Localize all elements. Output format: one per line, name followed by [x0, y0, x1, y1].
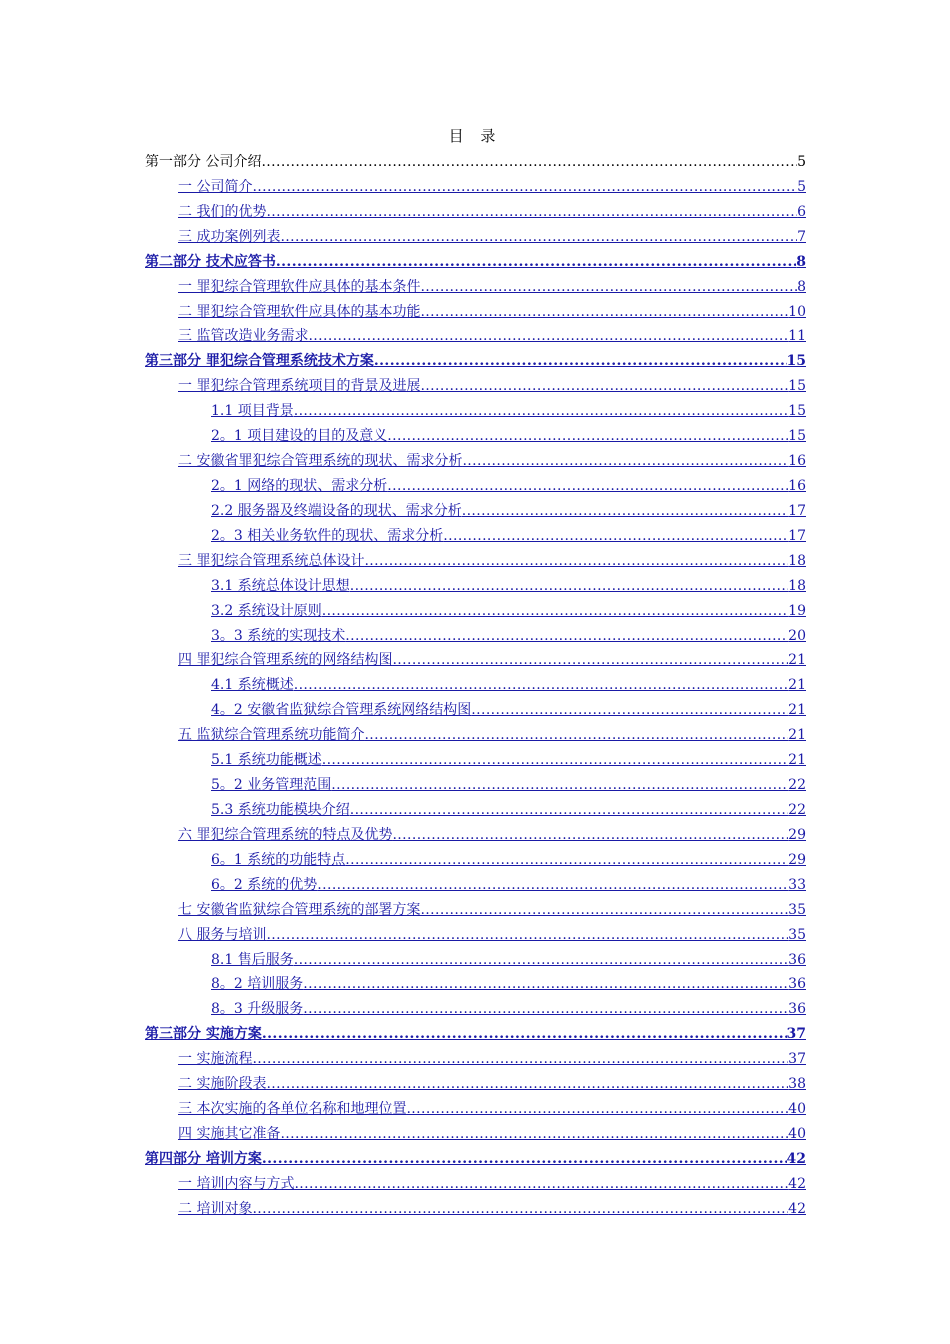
table-of-contents [145, 150, 806, 1222]
toc-entry-title: 2.2 服务器及终端设备的现状、需求分析 [211, 502, 462, 519]
toc-dot-leader [276, 250, 796, 275]
toc-entry[interactable] [145, 698, 806, 723]
toc-entry-page-number: 10 [788, 303, 806, 320]
toc-entry[interactable] [145, 1072, 806, 1097]
toc-entry[interactable] [145, 997, 806, 1022]
toc-dot-leader [345, 848, 788, 873]
toc-entry[interactable] [145, 723, 806, 748]
toc-entry-title: 第四部分 培训方案 [145, 1150, 262, 1167]
toc-entry[interactable] [145, 599, 806, 624]
toc-dot-leader [317, 873, 788, 898]
toc-dot-leader [262, 1147, 787, 1172]
toc-entry-title: 二 培训对象 [178, 1200, 253, 1217]
toc-entry-page-number: 15 [786, 353, 806, 370]
toc-entry-title: 6。2 系统的优势 [211, 876, 318, 893]
toc-entry-page-number: 42 [786, 1150, 806, 1167]
toc-dot-leader [294, 948, 788, 973]
toc-entry-page-number: 21 [788, 752, 806, 769]
toc-entry-title: 一 罪犯综合管理软件应具体的基本条件 [178, 278, 421, 295]
toc-entry-title: 六 罪犯综合管理系统的特点及优势 [178, 826, 393, 843]
toc-entry-title: 3.2 系统设计原则 [211, 602, 322, 619]
toc-dot-leader [280, 1122, 788, 1147]
toc-entry-page-number: 17 [788, 527, 806, 544]
toc-entry-title: 一 公司简介 [178, 178, 253, 195]
toc-entry-title: 一 培训内容与方式 [178, 1175, 295, 1192]
toc-entry[interactable] [145, 948, 806, 973]
toc-entry-title: 4.1 系统概述 [211, 677, 294, 694]
toc-dot-leader [420, 898, 788, 923]
toc-dot-leader [261, 150, 797, 175]
toc-entry[interactable] [145, 748, 806, 773]
toc-entry-title: 8。3 升级服务 [211, 1001, 304, 1018]
toc-entry-page-number: 38 [788, 1076, 806, 1093]
toc-entry[interactable] [145, 1122, 806, 1147]
toc-entry-page-number: 19 [788, 602, 806, 619]
toc-entry-page-number: 16 [788, 453, 806, 470]
toc-entry-title: 1.1 项目背景 [211, 403, 294, 420]
toc-dot-leader [252, 1047, 788, 1072]
toc-entry-page-number: 5 [797, 154, 806, 170]
toc-entry[interactable] [145, 873, 806, 898]
toc-entry-page-number: 40 [788, 1101, 806, 1118]
toc-entry-title: 三 罪犯综合管理系统总体设计 [178, 552, 365, 569]
toc-entry-title: 3.1 系统总体设计思想 [211, 577, 350, 594]
toc-entry[interactable] [145, 250, 806, 275]
toc-dot-leader [350, 798, 788, 823]
toc-entry[interactable] [145, 1047, 806, 1072]
toc-entry-page-number: 17 [788, 502, 806, 519]
toc-dot-leader [420, 300, 788, 325]
toc-entry-page-number: 8 [797, 278, 806, 295]
toc-dot-leader [266, 200, 797, 225]
toc-dot-leader [350, 574, 788, 599]
toc-entry[interactable] [145, 324, 806, 349]
toc-dot-leader [462, 449, 788, 474]
toc-entry-page-number: 5 [797, 178, 806, 195]
toc-dot-leader [252, 1197, 788, 1222]
toc-entry-page-number: 21 [788, 677, 806, 694]
toc-entry[interactable] [145, 499, 806, 524]
toc-entry-title: 三 本次实施的各单位名称和地理位置 [178, 1101, 407, 1118]
toc-entry[interactable] [145, 374, 806, 399]
toc-entry[interactable] [145, 574, 806, 599]
toc-dot-leader [406, 1097, 788, 1122]
toc-entry[interactable] [145, 200, 806, 225]
toc-entry-title: 二 实施阶段表 [178, 1076, 267, 1093]
toc-dot-leader [364, 723, 788, 748]
toc-entry[interactable] [145, 399, 806, 424]
toc-entry[interactable] [145, 275, 806, 300]
toc-entry-page-number: 40 [788, 1125, 806, 1142]
toc-entry-title: 二 罪犯综合管理软件应具体的基本功能 [178, 303, 421, 320]
toc-entry[interactable] [145, 424, 806, 449]
toc-entry[interactable] [145, 449, 806, 474]
toc-entry-title: 一 罪犯综合管理系统项目的背景及进展 [178, 378, 421, 395]
toc-entry-page-number: 15 [788, 403, 806, 420]
toc-entry[interactable] [145, 1172, 806, 1197]
toc-dot-leader [322, 748, 788, 773]
toc-dot-leader [420, 374, 788, 399]
toc-entry-page-number: 22 [788, 801, 806, 818]
toc-dot-leader [392, 648, 788, 673]
toc-dot-leader [266, 923, 788, 948]
toc-entry-page-number: 18 [788, 552, 806, 569]
toc-dot-leader [303, 972, 788, 997]
toc-entry-page-number: 15 [788, 428, 806, 445]
toc-entry-page-number: 37 [788, 1051, 806, 1068]
toc-entry-page-number: 7 [797, 228, 806, 245]
toc-dot-leader [374, 349, 787, 374]
toc-entry-page-number: 15 [788, 378, 806, 395]
toc-entry[interactable] [145, 524, 806, 549]
toc-entry-title: 一 实施流程 [178, 1051, 253, 1068]
toc-entry-page-number: 36 [788, 1001, 806, 1018]
toc-entry[interactable] [145, 349, 806, 374]
toc-entry-title: 四 实施其它准备 [178, 1125, 281, 1142]
toc-dot-leader [303, 997, 788, 1022]
toc-entry[interactable] [145, 648, 806, 673]
toc-entry-title: 2。1 项目建设的目的及意义 [211, 428, 388, 445]
toc-entry-page-number: 35 [788, 926, 806, 943]
toc-entry[interactable] [145, 898, 806, 923]
toc-entry-title: 第三部分 罪犯综合管理系统技术方案 [145, 353, 374, 370]
toc-entry-title: 4。2 安徽省监狱综合管理系统网络结构图 [211, 702, 472, 719]
toc-dot-leader [443, 524, 788, 549]
toc-entry[interactable] [145, 823, 806, 848]
toc-entry-title: 三 监管改造业务需求 [178, 328, 309, 345]
toc-dot-leader [266, 1072, 788, 1097]
toc-entry-page-number: 36 [788, 976, 806, 993]
toc-entry[interactable] [145, 798, 806, 823]
toc-entry[interactable] [145, 1097, 806, 1122]
toc-dot-leader [262, 1022, 787, 1047]
toc-entry-title: 2。3 相关业务软件的现状、需求分析 [211, 527, 444, 544]
toc-dot-leader [387, 424, 788, 449]
toc-entry[interactable] [145, 150, 806, 175]
toc-dot-leader [294, 1172, 788, 1197]
toc-dot-leader [462, 499, 788, 524]
toc-entry-page-number: 16 [788, 477, 806, 494]
toc-entry-title: 2。1 网络的现状、需求分析 [211, 477, 388, 494]
toc-entry-page-number: 20 [788, 627, 806, 644]
toc-entry-page-number: 21 [788, 702, 806, 719]
toc-entry[interactable] [145, 624, 806, 649]
toc-entry-title: 四 罪犯综合管理系统的网络结构图 [178, 652, 393, 669]
toc-entry-title: 8。2 培训服务 [211, 976, 304, 993]
toc-entry[interactable] [145, 848, 806, 873]
toc-dot-leader [308, 324, 788, 349]
toc-entry-title: 5.3 系统功能模块介绍 [211, 801, 350, 818]
toc-entry[interactable] [145, 773, 806, 798]
toc-entry-title: 五 监狱综合管理系统功能简介 [178, 727, 365, 744]
toc-entry[interactable] [145, 549, 806, 574]
toc-dot-leader [252, 175, 797, 200]
toc-entry-page-number: 29 [788, 851, 806, 868]
toc-entry-title: 八 服务与培训 [178, 926, 267, 943]
toc-entry-title: 二 安徽省罪犯综合管理系统的现状、需求分析 [178, 453, 463, 470]
toc-entry-page-number: 22 [788, 777, 806, 794]
toc-entry-title: 6。1 系统的功能特点 [211, 851, 346, 868]
toc-entry[interactable] [145, 300, 806, 325]
toc-entry-title: 第一部分 公司介绍 [145, 154, 262, 170]
toc-entry-page-number: 18 [788, 577, 806, 594]
toc-entry-page-number: 36 [788, 951, 806, 968]
toc-dot-leader [280, 225, 797, 250]
toc-entry-page-number: 21 [788, 727, 806, 744]
toc-entry[interactable] [145, 474, 806, 499]
toc-entry[interactable] [145, 175, 806, 200]
toc-dot-leader [294, 399, 788, 424]
toc-entry-title: 5.1 系统功能概述 [211, 752, 322, 769]
toc-entry-title: 三 成功案例列表 [178, 228, 281, 245]
toc-entry[interactable] [145, 1197, 806, 1222]
toc-entry-page-number: 33 [788, 876, 806, 893]
toc-entry[interactable] [145, 673, 806, 698]
toc-dot-leader [387, 474, 788, 499]
toc-dot-leader [471, 698, 788, 723]
toc-entry-title: 5。2 业务管理范围 [211, 777, 332, 794]
toc-entry-page-number: 42 [788, 1200, 806, 1217]
toc-entry-page-number: 6 [797, 203, 806, 220]
toc-entry-title: 8.1 售后服务 [211, 951, 294, 968]
page-title: 目 录 [448, 127, 502, 145]
toc-entry[interactable] [145, 972, 806, 997]
toc-entry-title: 第二部分 技术应答书 [145, 253, 276, 270]
toc-dot-leader [331, 773, 788, 798]
toc-entry[interactable] [145, 225, 806, 250]
toc-dot-leader [420, 275, 797, 300]
toc-dot-leader [392, 823, 788, 848]
toc-dot-leader [345, 624, 788, 649]
toc-entry[interactable] [145, 1147, 806, 1172]
toc-entry-page-number: 35 [788, 901, 806, 918]
toc-entry-title: 七 安徽省监狱综合管理系统的部署方案 [178, 901, 421, 918]
toc-dot-leader [364, 549, 788, 574]
toc-entry-page-number: 8 [796, 253, 806, 270]
toc-entry-page-number: 42 [788, 1175, 806, 1192]
toc-entry-page-number: 37 [786, 1026, 806, 1043]
toc-entry-title: 3。3 系统的实现技术 [211, 627, 346, 644]
toc-entry-title: 二 我们的优势 [178, 203, 267, 220]
toc-entry[interactable] [145, 923, 806, 948]
toc-entry-page-number: 21 [788, 652, 806, 669]
toc-entry[interactable] [145, 1022, 806, 1047]
toc-entry-title: 第三部分 实施方案 [145, 1026, 262, 1043]
toc-entry-page-number: 11 [788, 328, 806, 345]
toc-dot-leader [322, 599, 788, 624]
toc-dot-leader [294, 673, 788, 698]
toc-entry-page-number: 29 [788, 826, 806, 843]
